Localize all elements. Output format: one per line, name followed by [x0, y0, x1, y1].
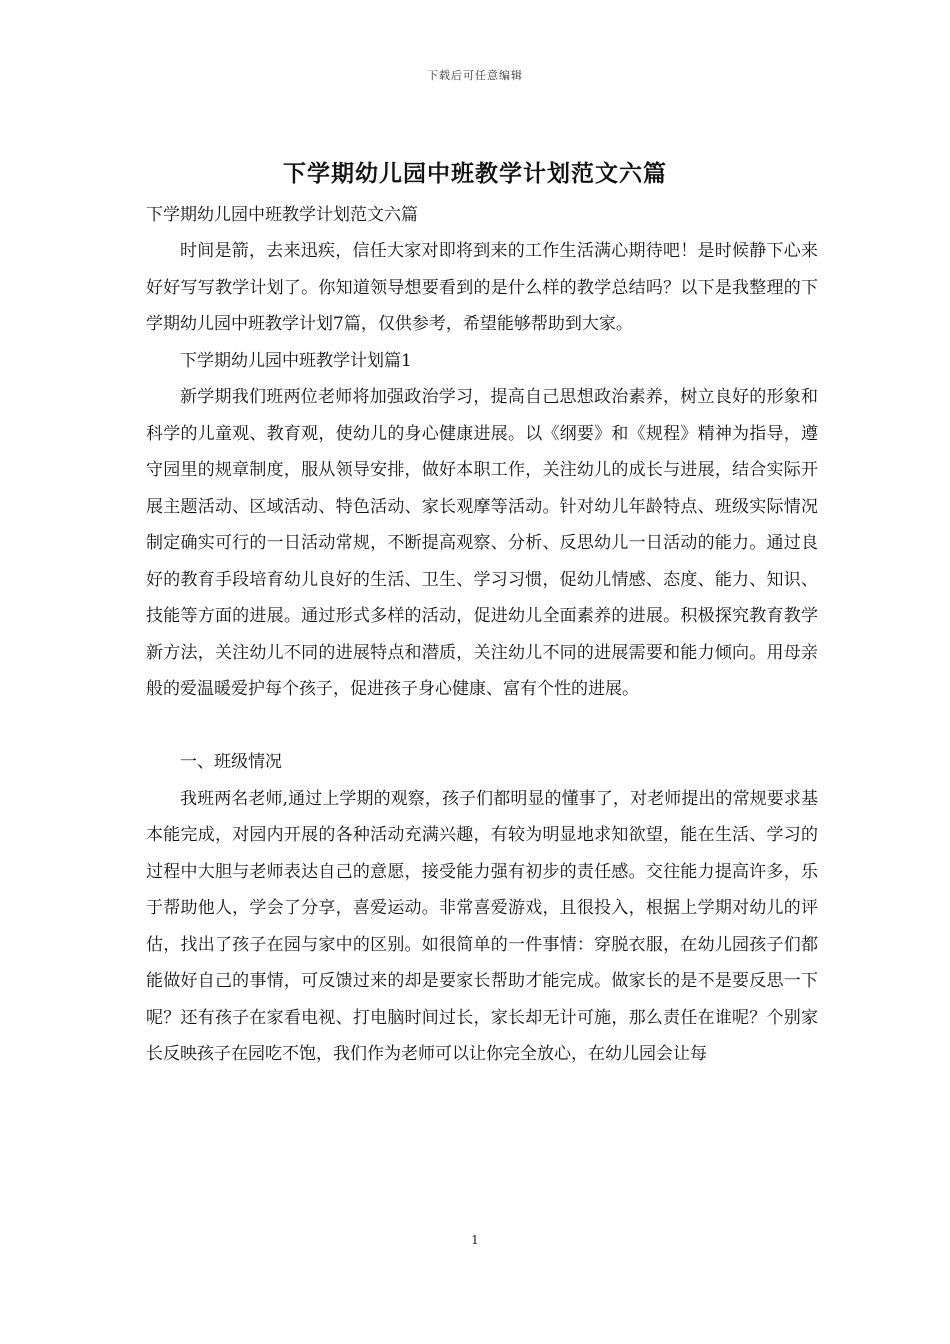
section-heading-plan-1: 下学期幼儿园中班教学计划篇1 — [180, 350, 412, 371]
intro-paragraph: 时间是箭，去来迅疾，信任大家对即将到来的工作生活满心期待吧！是时候静下心来好好写写教学计划了。你知道领导想要看到的是什么样的教学总结吗？以下是我整理的下学期幼儿园中班教学计划7篇，仅供参考，希望能够帮助到大家。 — [146, 241, 818, 334]
document-subtitle: 下学期幼儿园中班教学计划范文六篇 — [146, 205, 418, 225]
body-paragraph: 我班两名老师,通过上学期的观察，孩子们都明显的懂事了，对老师提出的常规要求基本能完成，对园内开展的各种活动充满兴趣，有较为明显地求知欲望，能在生活、学习的过程中大胆与老师表达自己的意愿，接受能力强有初步的责任感。交往能力提高许多，乐于帮助他人，学会了分享，喜爱运动。非常喜爱游戏，且很投入，根据上学期对幼儿的评估，找出了孩子在园与家中的区别。如很简单的一件事情：穿脱衣服，在幼儿园孩子们都能做好自己的事情，可反馈过来的却是要家长帮助才能完成。做家长的是不是要反思一下呢？还有孩子在家看电视、打电脑时间过长，家长却无计可施，那么责任在谁呢？个别家长反映孩子在园吃不饱，我们作为老师可以让你完全放心，在幼儿园会让每 — [146, 788, 818, 1064]
body-paragraph: 新学期我们班两位老师将加强政治学习，提高自己思想政治素养，树立良好的形象和科学的儿童观、教育观，使幼儿的身心健康进展。以《纲要》和《规程》精神为指导，遵守园里的规章制度，服从领导安排，做好本职工作，关注幼儿的成长与进展，结合实际开展主题活动、区域活动、特色活动、家长观摩等活动。针对幼儿年龄特点、班级实际情况制定确实可行的一日活动常规，不断提高观察、分析、反思幼儿一日活动的能力。通过良好的教育手段培育幼儿良好的生活、卫生、学习习惯，促幼儿情感、态度、能力、知识、技能等方面的进展。通过形式多样的活动，促进幼儿全面素养的进展。积极探究教育教学新方法，关注幼儿不同的进展特点和潜质，关注幼儿不同的进展需要和能力倾向。用母亲般的爱温暖爱护每个孩子，促进孩子身心健康、富有个性的进展。 — [146, 387, 818, 699]
header-note: 下载后可任意编辑 — [427, 69, 523, 82]
section-heading-class-situation: 一、班级情况 — [180, 752, 282, 772]
document-title: 下学期幼儿园中班教学计划范文六篇 — [283, 160, 667, 187]
page-number: 1 — [471, 1233, 479, 1247]
document-body — [146, 233, 818, 1073]
